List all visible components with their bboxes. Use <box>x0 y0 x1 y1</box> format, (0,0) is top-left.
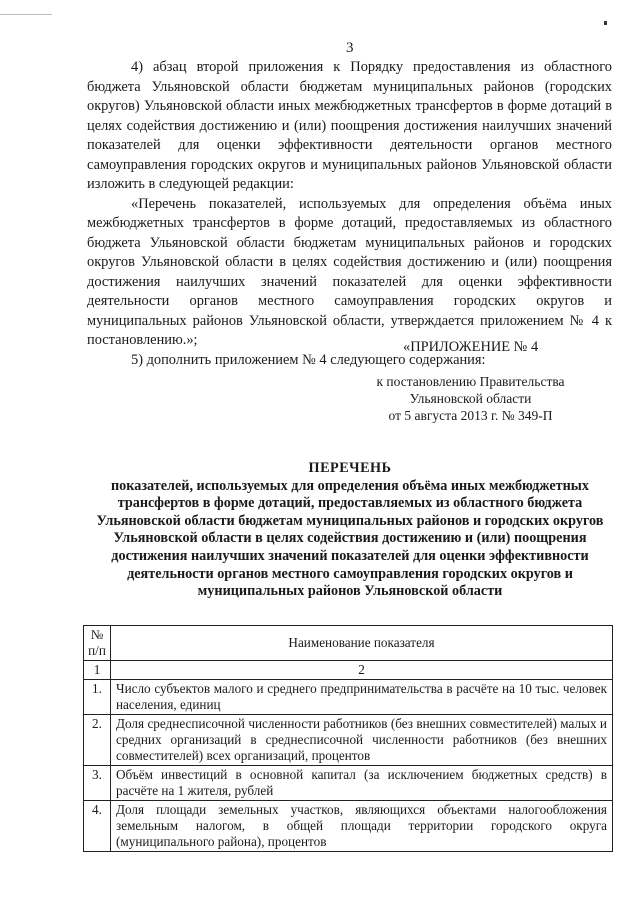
row-number: 3. <box>84 766 111 801</box>
header-number: № п/п <box>84 626 111 661</box>
appendix-reference <box>368 373 573 424</box>
paragraph-amendment-4: 4) абзац второй приложения к Порядку предоставления из областного бюджета Ульяновской области бюджетам муниципальных районов (городских округов) Ульяновской области иных межбюджетных трансфертов в форме дотаций в целях содействия достижению и (или) поощрения достижения наилучших значений показателей для оценки эффективности деятельности органов местного самоуправления городских округов и муниципальных районов Ульяновской области изложить в следующей редакции: <box>87 59 612 192</box>
row-number: 2. <box>84 715 111 766</box>
table-header-row <box>84 626 613 661</box>
appendix-line-1: к постановлению Правительства <box>376 374 565 389</box>
row-indicator: Объём инвестиций в основной капитал (за исключением бюджетных средств) в расчёте на 1 жителя, рублей <box>111 766 613 801</box>
table-row <box>84 680 613 715</box>
index-cell-1: 1 <box>84 661 111 680</box>
row-indicator: Число субъектов малого и среднего предпринимательства в расчёте на 10 тыс. человек населения, единиц <box>111 680 613 715</box>
appendix-title: «ПРИЛОЖЕНИЕ № 4 <box>403 339 539 355</box>
table-row <box>84 715 613 766</box>
index-cell-2: 2 <box>111 661 613 680</box>
table-row <box>84 766 613 801</box>
appendix-line-2: Ульяновской области <box>409 391 532 406</box>
paragraph-amendment-5: 5) дополнить приложением № 4 следующего содержания: <box>131 351 486 368</box>
body-text <box>87 58 612 370</box>
indicators-table <box>83 625 613 852</box>
list-heading <box>80 460 620 601</box>
appendix-line-3: от 5 августа 2013 г. № 349-П <box>388 408 553 423</box>
corner-mark <box>604 21 607 25</box>
table-index-row <box>84 661 613 680</box>
row-number: 1. <box>84 680 111 715</box>
row-indicator: Доля среднесписочной численности работников (без внешних совместителей) малых и средних организаций в среднесписочной численности работников (без внешних совместителей) всех организаций, процентов <box>111 715 613 766</box>
heading-text: показателей, используемых для определения объёма иных межбюджетных трансфертов в форме дотаций, предоставляемых из областного бюджета Ульяновской области бюджетам муниципальных районов и городских округов Ульяновской области в целях содействия достижению и (или) поощрения достижения наилучших значений показателей для оценки эффективности деятельности органов местного самоуправления городских округов и муниципальных районов Ульяновской области <box>96 477 604 600</box>
paragraph-quote: «Перечень показателей, используемых для определения объёма иных межбюджетных трансфертов в форме дотаций, предоставляемых из областного бюджета Ульяновской области бюджетам муниципальных районов и городских округов Ульяновской области в целях содействия достижению и (или) поощрения достижения наилучших значений показателей для оценки эффективности деятельности органов местного самоуправления городских округов и муниципальных районов Ульяновской области, утверждается приложением № 4 к постановлению.»; <box>87 195 612 348</box>
table-row <box>84 801 613 852</box>
heading-title: ПЕРЕЧЕНЬ <box>308 460 392 476</box>
header-indicator-name: Наименование показателя <box>111 626 613 661</box>
row-indicator: Доля площади земельных участков, являющихся объектами налогообложения земельным налогом, в общей площади территории городского округа (муниципального района), процентов <box>111 801 613 852</box>
page-number: 3 <box>346 40 354 56</box>
row-number: 4. <box>84 801 111 852</box>
top-edge-line <box>0 14 52 15</box>
